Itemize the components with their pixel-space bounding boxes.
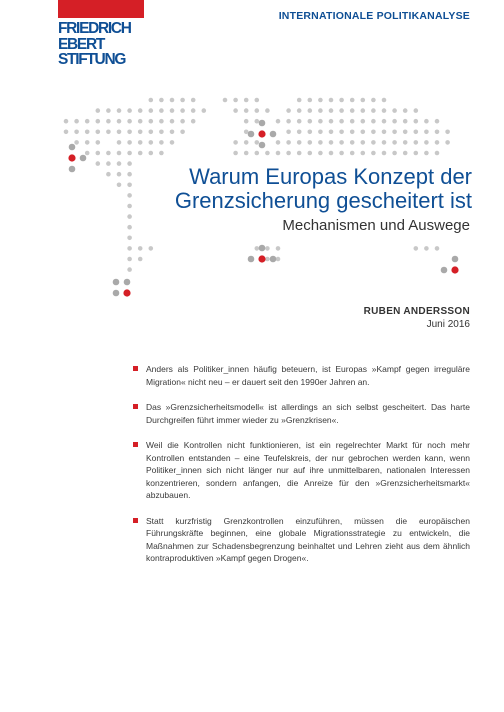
map-dot <box>392 151 397 156</box>
map-dot <box>308 151 313 156</box>
map-dot <box>127 119 132 124</box>
map-dot <box>276 140 281 145</box>
map-dot <box>149 108 154 113</box>
map-dot <box>371 108 376 113</box>
map-dot-dark <box>124 279 131 286</box>
publication-date: Juni 2016 <box>426 319 470 330</box>
map-dot <box>350 108 355 113</box>
map-dot <box>361 140 366 145</box>
map-dot <box>180 98 185 103</box>
map-dot <box>106 108 111 113</box>
map-dot <box>254 119 259 124</box>
map-highlight-dot <box>123 289 130 296</box>
map-dot <box>96 108 101 113</box>
map-highlight-dot <box>68 154 75 161</box>
map-dot <box>403 108 408 113</box>
map-dot <box>318 140 323 145</box>
map-dot <box>308 98 313 103</box>
map-dot <box>318 130 323 135</box>
map-dot <box>329 108 334 113</box>
map-dot <box>318 98 323 103</box>
map-dot <box>149 130 154 135</box>
map-dot <box>170 108 175 113</box>
map-dot <box>254 108 259 113</box>
map-dot <box>414 140 419 145</box>
map-dot <box>149 151 154 156</box>
map-dot <box>392 140 397 145</box>
map-dot <box>424 151 429 156</box>
map-dot <box>180 130 185 135</box>
map-dot <box>361 130 366 135</box>
map-dot <box>96 151 101 156</box>
map-dot-dark <box>113 279 120 286</box>
map-dot <box>191 119 196 124</box>
map-dot-dark <box>113 290 120 297</box>
map-dot <box>445 140 450 145</box>
map-dot <box>382 151 387 156</box>
map-dot <box>297 140 302 145</box>
series-label: INTERNATIONALE POLITIKANALYSE <box>278 10 470 22</box>
map-dot <box>244 140 249 145</box>
map-dot <box>170 119 175 124</box>
map-dot <box>286 151 291 156</box>
title-line-1: Warum Europas Konzept der <box>189 164 472 189</box>
map-dot <box>159 130 164 135</box>
map-dot <box>392 130 397 135</box>
map-dot <box>254 246 259 251</box>
map-dot <box>138 108 143 113</box>
map-dot <box>74 130 79 135</box>
map-dot <box>233 98 238 103</box>
map-dot <box>244 151 249 156</box>
map-dot <box>445 130 450 135</box>
map-dot <box>85 151 90 156</box>
map-dot <box>308 130 313 135</box>
map-dot <box>85 130 90 135</box>
map-dot <box>85 119 90 124</box>
map-dot <box>127 267 132 272</box>
map-dot <box>403 119 408 124</box>
map-dot <box>286 108 291 113</box>
map-dot <box>361 119 366 124</box>
map-dot <box>371 140 376 145</box>
map-dot <box>265 246 270 251</box>
map-dot <box>233 108 238 113</box>
map-dot <box>329 151 334 156</box>
bullet-square-icon <box>133 442 138 447</box>
map-dot <box>297 119 302 124</box>
map-dot <box>318 108 323 113</box>
map-dot <box>435 130 440 135</box>
page-title <box>92 165 472 213</box>
map-dot <box>371 130 376 135</box>
map-dot <box>138 140 143 145</box>
map-dot <box>297 151 302 156</box>
map-dot <box>170 140 175 145</box>
summary-item <box>133 515 470 565</box>
map-dot <box>138 130 143 135</box>
map-dot <box>329 119 334 124</box>
map-dot-dark <box>248 131 255 138</box>
map-dot <box>149 246 154 251</box>
summary-text: Weil die Kontrollen nicht funktionieren, ist ein regelrechter Markt für noch mehr Kontrollen entstanden – eine Teufelskreis, der nur gebrochen werden kann, wenn Politiker_innen sich nicht länger nur auf ihre unmittelbaren, nationalen Interessen konzentrieren, sondern anfangen, die Anreize für den »Grenzsicherheitsmarkt« abzubauen. <box>146 440 470 500</box>
map-dot <box>308 108 313 113</box>
map-dot <box>435 246 440 251</box>
summary-item <box>133 401 470 426</box>
map-dot <box>350 140 355 145</box>
map-dot <box>276 119 281 124</box>
map-dot-dark <box>248 256 255 263</box>
map-dot <box>244 108 249 113</box>
map-dot <box>329 130 334 135</box>
summary-item <box>133 363 470 388</box>
map-dot <box>170 98 175 103</box>
map-dot <box>74 140 79 145</box>
map-dot-dark <box>259 120 266 127</box>
map-dot <box>286 130 291 135</box>
map-dot <box>170 130 175 135</box>
map-dot <box>117 119 122 124</box>
author-name: RUBEN ANDERSSON <box>363 306 470 317</box>
map-dot <box>117 140 122 145</box>
logo-line-2: EBERT <box>58 35 105 53</box>
map-dot <box>233 151 238 156</box>
map-dot-dark <box>270 256 277 263</box>
map-dot <box>414 108 419 113</box>
map-dot <box>361 108 366 113</box>
bullet-square-icon <box>133 518 138 523</box>
map-dot <box>106 119 111 124</box>
map-dot <box>265 257 270 262</box>
map-dot <box>127 225 132 230</box>
map-highlight-dot <box>451 266 458 273</box>
map-dot <box>350 130 355 135</box>
map-dot <box>127 246 132 251</box>
map-dot <box>276 257 281 262</box>
map-dot-dark <box>441 267 448 274</box>
map-dot <box>350 98 355 103</box>
map-dot <box>254 140 259 145</box>
summary-text: Anders als Politiker_innen häufig beteuern, ist Europas »Kampf gegen irreguläre Migration« nicht neu – er dauert seit den 1990er Jahren an. <box>146 364 470 387</box>
summary-list <box>133 363 470 578</box>
map-dot-dark <box>80 155 87 162</box>
map-dot <box>64 130 69 135</box>
map-dot <box>392 119 397 124</box>
map-dot <box>361 98 366 103</box>
map-dot <box>403 151 408 156</box>
map-dot <box>371 98 376 103</box>
map-dot <box>297 130 302 135</box>
map-dot <box>149 119 154 124</box>
map-dot <box>138 257 143 262</box>
map-dot <box>117 130 122 135</box>
map-dot-dark <box>452 256 459 263</box>
map-dot <box>403 140 408 145</box>
map-dot <box>339 130 344 135</box>
map-dot <box>127 214 132 219</box>
author-block <box>364 305 470 331</box>
map-dot <box>159 151 164 156</box>
map-highlight-dot <box>258 130 265 137</box>
map-dot <box>127 140 132 145</box>
map-dot <box>286 119 291 124</box>
map-dot <box>382 130 387 135</box>
logo-line-1: FRIEDRICH <box>58 20 131 37</box>
summary-text: Statt kurzfristig Grenzkontrollen einzuführen, müssen die europäischen Führungskräfte beginnen, eine globale Migrationsstrategie zu entwickeln, die Maßnahmen zur Schadensbegrenzung beinhaltet und Lehren zieht aus dem ähnlich kontraproduktiven »Kampf gegen Drogen«. <box>146 515 470 563</box>
map-dot <box>254 151 259 156</box>
subtitle: Mechanismen und Auswege <box>282 217 470 234</box>
map-dot <box>85 140 90 145</box>
map-dot <box>308 119 313 124</box>
map-dot <box>424 140 429 145</box>
map-dot <box>297 108 302 113</box>
map-dot <box>138 246 143 251</box>
map-dot <box>308 140 313 145</box>
map-dot <box>286 140 291 145</box>
map-dot <box>159 140 164 145</box>
bullet-square-icon <box>133 366 138 371</box>
map-dot <box>159 119 164 124</box>
map-dot <box>350 119 355 124</box>
map-dot <box>74 119 79 124</box>
map-dot <box>339 119 344 124</box>
map-dot <box>127 151 132 156</box>
map-dot <box>414 151 419 156</box>
bullet-square-icon <box>133 404 138 409</box>
summary-text: Das »Grenzsicherheitsmodell« ist allerdings an sich selbst gescheitert. Das harte Durchgreifen führt immer wieder zu »Grenzkrisen«. <box>146 402 470 425</box>
map-dot <box>223 98 228 103</box>
map-dot <box>435 151 440 156</box>
map-dot <box>435 119 440 124</box>
map-dot <box>96 130 101 135</box>
map-dot <box>276 246 281 251</box>
map-dot <box>159 108 164 113</box>
map-dot <box>276 151 281 156</box>
map-dot <box>382 98 387 103</box>
map-dot <box>382 108 387 113</box>
map-dot <box>265 151 270 156</box>
map-dot <box>191 98 196 103</box>
map-dot <box>403 130 408 135</box>
map-dot <box>392 108 397 113</box>
map-dot <box>233 140 238 145</box>
map-dot-dark <box>69 166 76 173</box>
map-dot <box>361 151 366 156</box>
logo-line-3: STIFTUNG <box>58 51 126 68</box>
map-dot <box>106 130 111 135</box>
map-dot <box>339 151 344 156</box>
map-dot <box>191 108 196 113</box>
map-dot <box>371 119 376 124</box>
map-dot <box>350 151 355 156</box>
map-dot-dark <box>270 131 277 138</box>
map-dot <box>117 151 122 156</box>
map-dot <box>424 246 429 251</box>
map-dot <box>339 140 344 145</box>
map-dot <box>414 119 419 124</box>
map-dot <box>329 140 334 145</box>
map-dot <box>127 257 132 262</box>
map-dot <box>180 119 185 124</box>
map-dot <box>318 119 323 124</box>
map-dot <box>371 151 376 156</box>
map-dot <box>435 140 440 145</box>
map-dot-dark <box>69 144 76 151</box>
map-dot <box>117 108 122 113</box>
title-line-2: Grenzsicherung gescheitert ist <box>174 188 472 213</box>
map-dot <box>382 140 387 145</box>
map-dot <box>339 108 344 113</box>
map-dot <box>244 98 249 103</box>
map-dot <box>414 130 419 135</box>
map-dot <box>127 130 132 135</box>
map-dot <box>202 108 207 113</box>
map-dot-dark <box>259 142 266 149</box>
map-dot <box>96 119 101 124</box>
map-dot <box>265 108 270 113</box>
map-dot-dark <box>259 245 266 252</box>
map-dot <box>127 108 132 113</box>
summary-item <box>133 439 470 502</box>
map-dot <box>244 119 249 124</box>
map-dot <box>180 108 185 113</box>
map-highlight-dot <box>258 255 265 262</box>
map-dot <box>424 119 429 124</box>
map-dot <box>159 98 164 103</box>
map-dot <box>127 236 132 241</box>
map-dot <box>424 130 429 135</box>
map-dot <box>254 98 259 103</box>
map-dot <box>318 151 323 156</box>
map-dot <box>138 151 143 156</box>
map-dot <box>382 119 387 124</box>
map-dot <box>329 98 334 103</box>
map-dot <box>64 119 69 124</box>
map-dot <box>149 140 154 145</box>
map-dot <box>106 151 111 156</box>
map-dot <box>339 98 344 103</box>
map-dot <box>138 119 143 124</box>
map-dot <box>414 246 419 251</box>
map-dot <box>96 140 101 145</box>
map-dot <box>149 98 154 103</box>
map-dot <box>297 98 302 103</box>
